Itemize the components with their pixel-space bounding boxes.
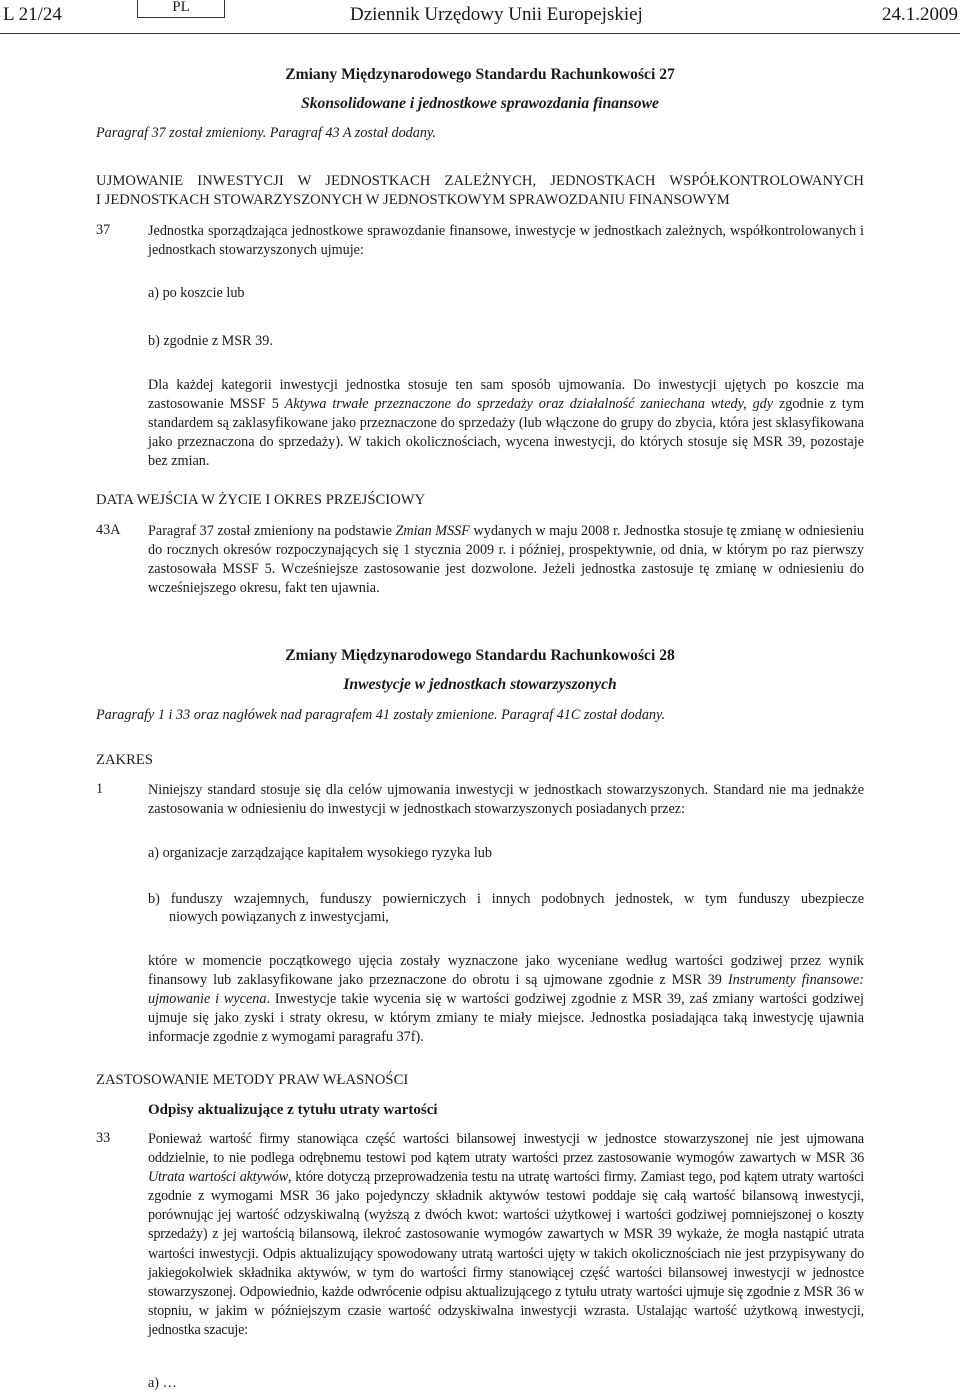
- paragraph-1-item-a: a) organizacje zarządzające kapitałem wysokiego ryzyka lub: [148, 845, 492, 861]
- publication-date: 24.1.2009: [882, 4, 958, 25]
- s28-heading-equity-method: ZASTOSOWANIE METODY PRAW WŁASNOŚCI: [96, 1072, 409, 1088]
- s28-title: Zmiany Międzynarodowego Standardu Rachunkowości 28: [285, 647, 675, 664]
- paragraph-37-item-a: a) po koszcie lub: [148, 285, 245, 301]
- page-number: L 21/24: [3, 4, 62, 25]
- paragraph-43a: Paragraf 37 został zmieniony na podstawie Zmian MSSF wydanych w maju 2008 r. Jednostka stosuje tę zmianę w odniesieniu do rocznych okresów rozpoczynających się 1 stycznia 2009 r. i później, prospektywnie, od dnia, w którym po raz pierwszy zastosowała MSSF 5. Wcześniejsze zastosowanie jest dozwolone. Jeżeli jednostka zastosuje tę zmianę w odniesieniu do wcześniejszego okresu, fakt ten ujawnia.: [148, 523, 864, 597]
- paragraph-number-43a: 43A: [96, 522, 121, 538]
- paragraph-number-33: 33: [96, 1130, 111, 1146]
- paragraph-37-item-b: b) zgodnie z MSR 39.: [148, 333, 273, 349]
- journal-title: Dziennik Urzędowy Unii Europejskiej: [350, 4, 643, 25]
- paragraph-1-item-b-line2: niowych powiązanych z inwestycjami,: [169, 909, 389, 925]
- language-box: PL: [137, 0, 225, 18]
- s27-intro: Paragraf 37 został zmieniony. Paragraf 43 A został dodany.: [96, 125, 436, 141]
- paragraph-37: Jednostka sporządzająca jednostkowe sprawozdanie finansowe, inwestycje w jednostkach zależnych, współkontrolowanych i jednostkach stowarzyszonych ujmuje:: [148, 223, 864, 259]
- s28-subheading-impairment: Odpisy aktualizujące z tytułu utraty wartości: [148, 1102, 438, 1118]
- s28-heading-scope: ZAKRES: [96, 752, 154, 768]
- paragraph-number-37: 37: [96, 222, 111, 238]
- s27-heading-line1: UJMOWANIE INWESTYCJI W JEDNOSTKACH ZALEŻNYCH, JEDNOSTKACH WSPÓŁKONTROLOWANYCH: [96, 173, 864, 189]
- paragraph-37-continuation: Dla każdej kategorii inwestycji jednostka stosuje ten sam sposób ujmowania. Do inwestycji ujętych po koszcie ma zastosowanie MSSF 5 Aktywa trwałe przeznaczone do sprzedaży oraz działalność zaniechana wtedy, gdy zgodnie z tym standardem są zaklasyfikowane jako przeznaczone do sprzedaży (lub włączone do grupy do zbycia, która jest sklasyfikowana jako przeznaczona do sprzedaży). W takich okolicznościach, wycena inwestycji, do których stosuje się MSR 39, pozostaje bez zmian.: [148, 377, 864, 470]
- paragraph-1-continuation: które w momencie początkowego ujęcia zostały wyznaczone jako wyceniane według wartości godziwej przez wynik finansowy lub zaklasyfikowane jako przeznaczone do obrotu i są ujmowane zgodnie z MSR 39 Instrumenty finansowe: ujmowanie i wycena. Inwestycje takie wycenia się w wartości godziwej zgodnie z MSR 39, zaś zmiany wartości godziwej ujmuje się jako zyski i straty okresu, w którym zmiany te miały miejsce. Jednostka posiadająca taką inwestycję ujawnia informacje zgodnie z wymogami paragrafu 37f).: [148, 953, 864, 1046]
- header-rule: [0, 33, 960, 34]
- paragraph-number-1: 1: [96, 781, 104, 797]
- paragraph-1-item-b-line1: b) funduszy wzajemnych, funduszy powierniczych i innych podobnych jednostek, w tym funduszy ubezpiecze: [148, 891, 864, 907]
- s27-subtitle: Skonsolidowane i jednostkowe sprawozdania finansowe: [301, 95, 659, 112]
- paragraph-33: Ponieważ wartość firmy stanowiąca część wartości bilansowej inwestycji w jednostce stowarzyszonej nie jest ujmowana oddzielnie, to nie podlega odrębnemu testowi pod kątem utraty wartości przez zastosowanie wymogów zawartych w MSR 36 Utrata wartości aktywów, które dotyczą przeprowadzenia testu na utratę wartości firmy. Zamiast tego, pod kątem utraty wartości zgodnie z wymogami MSR 36 jako pojedynczy składnik aktywów testowi poddaje się całą wartość bilansową inwestycji, porównując jej wartość odzyskiwalną (wyższą z dwóch kwot: wartości użytkowej i wartości godziwej pomniejszonej o koszty sprzedaży) z jej wartością bilansową, ilekroć zastosowanie wymogów zawartych w MSR 39 wykaże, że mogła nastąpić utrata wartości inwestycji. Odpis aktualizujący spowodowany utratą wartości ujęty w takich okolicznościach nie jest przypisywany do jakiegokolwiek składnika aktywów, w tym do wartości firmy stanowiącej część wartości bilansowej inwestycji w jednostce stowarzyszonej. Odpowiednio, każde odwrócenie odpisu aktualizującego z tytułu utraty wartości ujmuje się zgodnie z MSR 36 w stopniu, w jakim w późniejszym czasie wartość odzyskiwalna inwestycji wzrasta. Ustalając wartość użytkową inwestycji, jednostka szacuje:: [148, 1131, 864, 1338]
- s28-intro: Paragrafy 1 i 33 oraz nagłówek nad paragrafem 41 zostały zmienione. Paragraf 41C został dodany.: [96, 707, 666, 723]
- s27-heading-line2: I JEDNOSTKACH STOWARZYSZONYCH W JEDNOSTKOWYM SPRAWOZDANIU FINANSOWYM: [96, 192, 730, 208]
- s27-heading-effective-date: DATA WEJŚCIA W ŻYCIE I OKRES PRZEJŚCIOWY: [96, 492, 426, 508]
- s28-subtitle: Inwestycje w jednostkach stowarzyszonych: [343, 676, 617, 693]
- paragraph-1: Niniejszy standard stosuje się dla celów ujmowania inwestycji w jednostkach stowarzyszonych. Standard nie ma jednakże zastosowania w odniesieniu do inwestycji w jednostkach stowarzyszonych posiadanych przez:: [148, 782, 864, 818]
- s27-title: Zmiany Międzynarodowego Standardu Rachunkowości 27: [285, 66, 675, 83]
- paragraph-33-item-a: a) …: [148, 1375, 177, 1391]
